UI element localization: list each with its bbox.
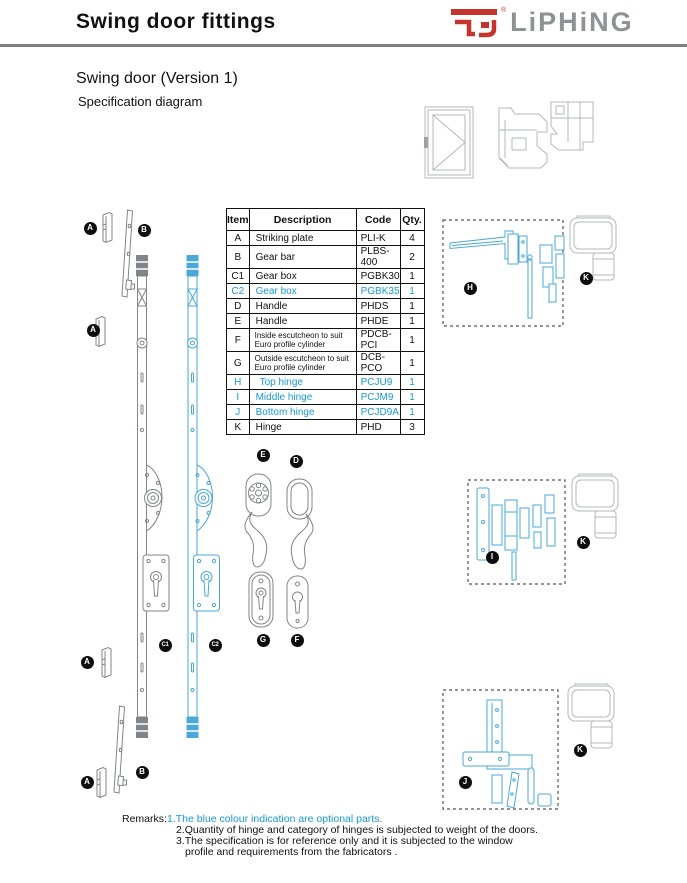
cell-item: A (227, 231, 250, 246)
cell-item: I (227, 390, 250, 405)
cell-qty: 1 (400, 390, 424, 405)
cell-code: DCB-PCO (356, 352, 400, 375)
cell-code: PLI-K (356, 231, 400, 246)
cell-code: PGBK30 (356, 269, 400, 284)
cell-code: PHDE (356, 314, 400, 329)
cell-code: PLBS-400 (356, 246, 400, 269)
cell-code: PCJM9 (356, 390, 400, 405)
table-row (227, 329, 425, 352)
cell-code: PCJU9 (356, 375, 400, 390)
subtitle: Swing door (Version 1) (76, 70, 238, 87)
cell-item: D (227, 299, 250, 314)
bottom-hinge-exploded-drawing (463, 700, 551, 808)
cell-description: Top hinge (249, 375, 356, 390)
cell-description: Bottom hinge (249, 405, 356, 420)
cell-description: Gear box (249, 269, 356, 284)
middle-hinge-exploded-drawing (477, 488, 555, 580)
part-label-k: K (577, 536, 590, 549)
cell-item: K (227, 420, 250, 435)
cell-code: PGBK35 (356, 284, 400, 299)
table-row (227, 314, 425, 329)
table-header-row (227, 209, 425, 231)
gear-assembly-c1-drawing (136, 255, 169, 738)
part-label-i: I (486, 551, 499, 564)
cell-description: Gear box (249, 284, 356, 299)
col-header-code: Code (356, 209, 400, 231)
k-hinge-drawing (568, 216, 618, 748)
registered-mark: ® (501, 7, 507, 14)
escutcheon-f-drawing (287, 576, 308, 628)
part-label-f: F (291, 634, 304, 647)
gear-assembly-c2-drawing (187, 255, 220, 738)
part-label-c1: C1 (159, 639, 172, 652)
cell-item: C2 (227, 284, 250, 299)
cell-qty: 1 (400, 284, 424, 299)
cell-code: PCJD9A (356, 405, 400, 420)
cell-qty: 1 (400, 314, 424, 329)
cell-description: Striking plate (249, 231, 356, 246)
remark-line-2: 2.Quantity of hinge and category of hinges is subjected to weight of the doors. (176, 824, 538, 836)
cell-qty: 1 (400, 405, 424, 420)
remark-line-4: profile and requirements from the fabricators . (185, 846, 398, 858)
table-row (227, 299, 425, 314)
cell-item: G (227, 352, 250, 375)
cell-description: Hinge (249, 420, 356, 435)
remark-line-3: 3.The specification is for reference only and it is subjected to the window (176, 835, 513, 847)
cell-item: H (227, 375, 250, 390)
top-hinge-exploded-drawing (450, 231, 564, 318)
part-label-b: B (138, 224, 151, 237)
table-row (227, 269, 425, 284)
part-label-a: A (81, 656, 94, 669)
col-header-description: Description (249, 209, 356, 231)
table-row (227, 352, 425, 375)
cell-description: Outside escutcheon to suit Euro profile cylinder (249, 352, 356, 375)
door-schematic-drawing (424, 107, 473, 178)
table-row (227, 246, 425, 269)
part-label-a: A (81, 776, 94, 789)
part-label-b: B (136, 766, 149, 779)
cell-code: PDCB-PCI (356, 329, 400, 352)
table-row-optional (227, 390, 425, 405)
part-label-h: H (464, 282, 477, 295)
part-label-e: E (257, 449, 270, 462)
table-row-optional (227, 405, 425, 420)
profile-section-drawing (499, 102, 593, 168)
escutcheon-g-drawing (249, 572, 273, 627)
striking-plate-drawing (96, 213, 112, 798)
part-label-g: G (257, 634, 270, 647)
brand-name: LiPHiNG (510, 7, 634, 37)
caption: Specification diagram (78, 94, 203, 109)
cell-qty: 4 (400, 231, 424, 246)
col-header-qty: Qty. (400, 209, 424, 231)
part-label-d: D (290, 455, 303, 468)
cell-qty: 1 (400, 269, 424, 284)
cell-item: B (227, 246, 250, 269)
handle-e-drawing (245, 474, 271, 567)
cell-item: E (227, 314, 250, 329)
cell-qty: 1 (400, 352, 424, 375)
cell-description: Middle hinge (249, 390, 356, 405)
cell-qty: 2 (400, 246, 424, 269)
table-row (227, 420, 425, 435)
cell-description: Handle (249, 299, 356, 314)
cell-qty: 3 (400, 420, 424, 435)
specification-table (226, 208, 425, 435)
part-label-k: K (580, 272, 593, 285)
page-title: Swing door fittings (76, 10, 276, 33)
cell-item: J (227, 405, 250, 420)
gear-bar-drawing (114, 210, 135, 793)
part-label-k: K (574, 744, 587, 757)
table-row (227, 231, 425, 246)
cell-description: Inside escutcheon to suit Euro profile cylinder (249, 329, 356, 352)
cell-description: Handle (249, 314, 356, 329)
remarks-label: Remarks: (122, 813, 167, 825)
table-row-optional (227, 284, 425, 299)
cell-qty: 1 (400, 299, 424, 314)
table-row-optional (227, 375, 425, 390)
part-label-a: A (84, 222, 97, 235)
cell-qty: 1 (400, 329, 424, 352)
handle-d-drawing (287, 479, 313, 569)
cell-description: Gear bar (249, 246, 356, 269)
cell-qty: 1 (400, 375, 424, 390)
part-label-a: A (87, 324, 100, 337)
col-header-item: Item (227, 209, 250, 231)
cell-item: C1 (227, 269, 250, 284)
cell-item: F (227, 329, 250, 352)
cell-code: PHDS (356, 299, 400, 314)
cell-code: PHD (356, 420, 400, 435)
part-label-j: J (459, 776, 472, 789)
remark-line-1: 1.The blue colour indication are optional parts. (167, 813, 383, 825)
part-label-c2: C2 (209, 639, 222, 652)
